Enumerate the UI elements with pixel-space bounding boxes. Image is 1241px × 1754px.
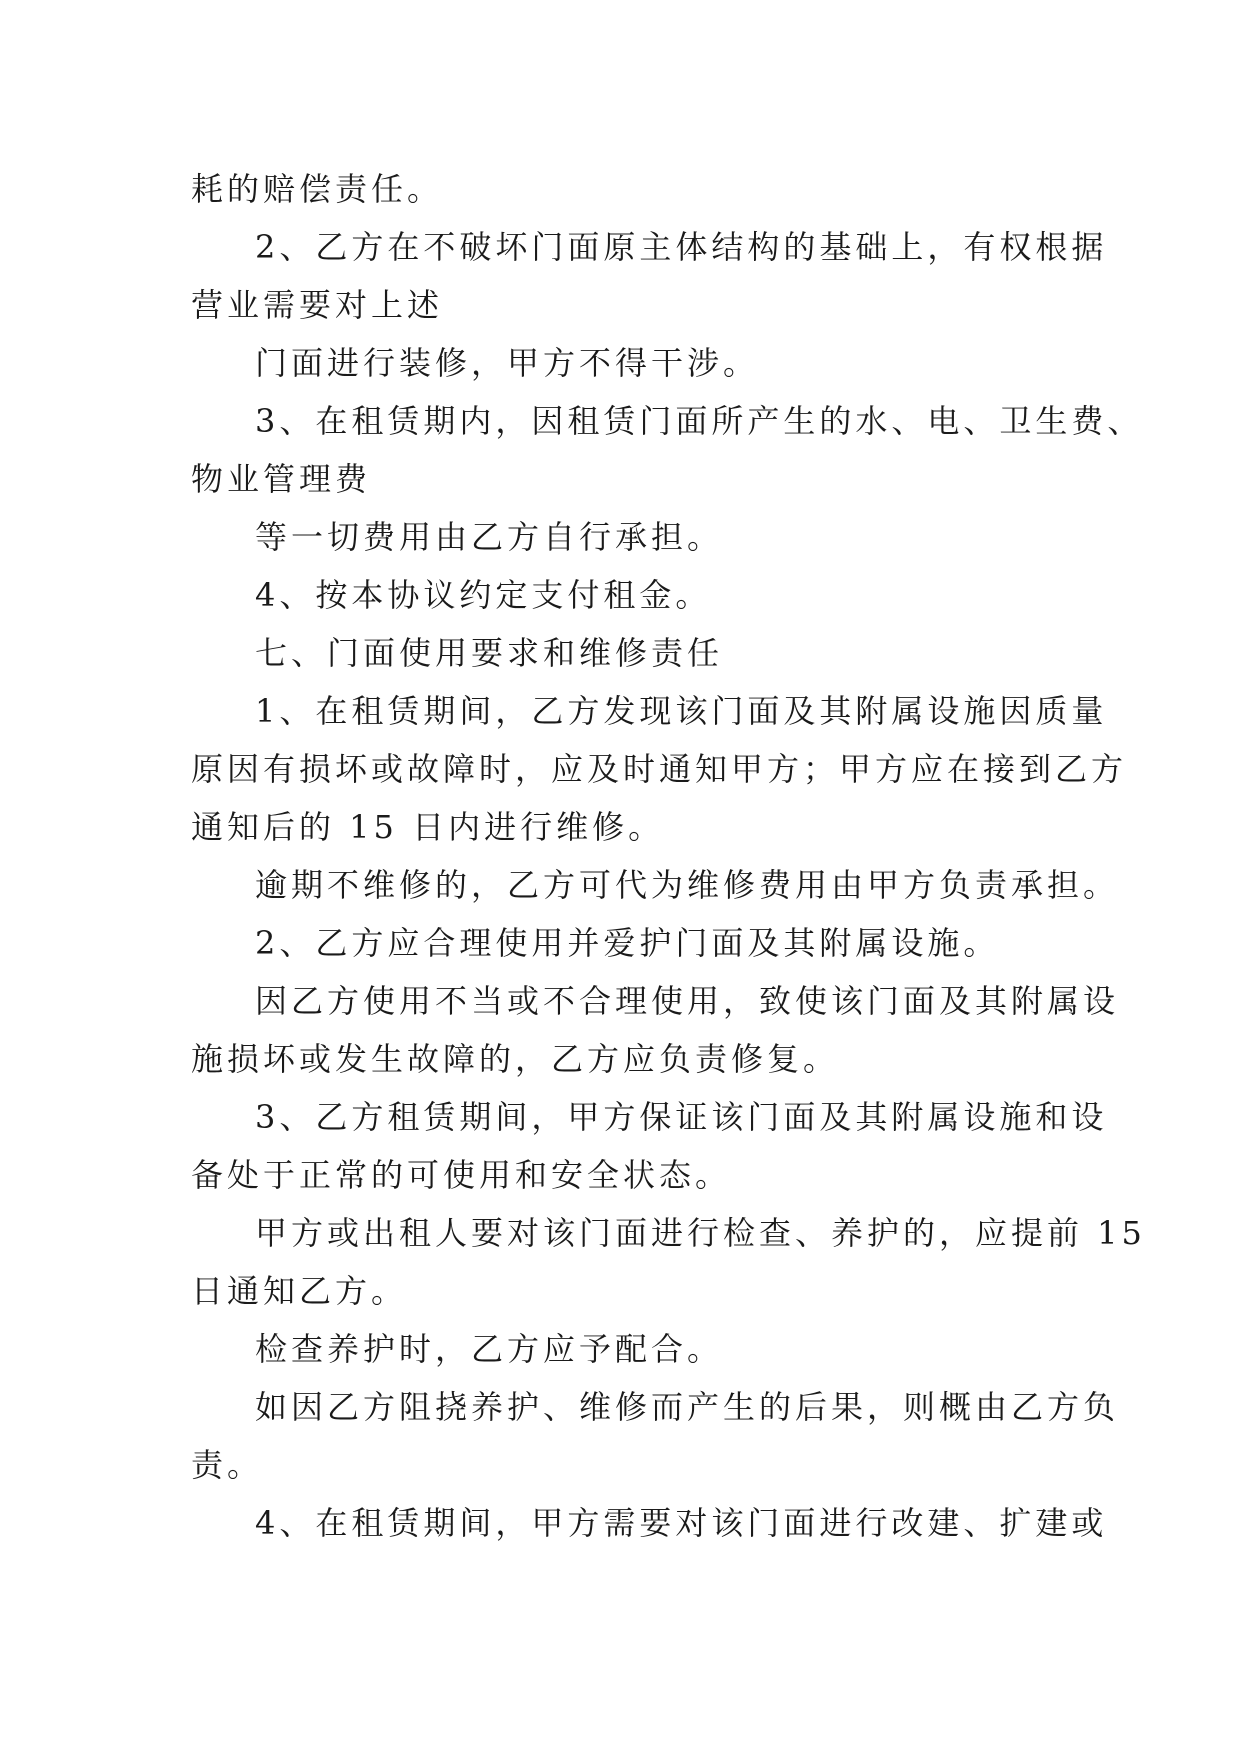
- text-line: 营业需要对上述: [191, 286, 444, 324]
- text-line: 施损坏或发生故障的，乙方应负责修复。: [191, 1040, 840, 1078]
- document-body: [191, 160, 1146, 1552]
- text-line: 等一切费用由乙方自行承担。: [255, 518, 724, 556]
- text-line: 门面进行装修，甲方不得干涉。: [255, 344, 760, 382]
- text-line: 1、在租赁期间，乙方发现该门面及其附属设施因质量: [255, 692, 1108, 730]
- text-line: 因乙方使用不当或不合理使用，致使该门面及其附属设: [255, 982, 1120, 1020]
- text-line: 日通知乙方。: [191, 1272, 408, 1310]
- text-line: 3、在租赁期内，因租赁门面所产生的水、电、卫生费、: [255, 402, 1144, 440]
- text-line: 4、按本协议约定支付租金。: [255, 576, 712, 614]
- text-line: 2、乙方应合理使用并爱护门面及其附属设施。: [255, 924, 1000, 962]
- text-line: 责。: [191, 1446, 264, 1484]
- text-line: 物业管理费: [191, 460, 372, 498]
- text-line: 耗的赔偿责任。: [191, 170, 444, 208]
- text-line: 备处于正常的可使用和安全状态。: [191, 1156, 732, 1194]
- text-line: 4、在租赁期间，甲方需要对该门面进行改建、扩建或: [255, 1504, 1108, 1542]
- text-line: 原因有损坏或故障时，应及时通知甲方；甲方应在接到乙方: [191, 750, 1128, 788]
- text-line: 检查养护时，乙方应予配合。: [255, 1330, 724, 1368]
- text-line: 2、乙方在不破坏门面原主体结构的基础上，有权根据: [255, 228, 1108, 266]
- text-line: 甲方或出租人要对该门面进行检查、养护的，应提前 15: [255, 1214, 1146, 1252]
- text-line: 3、乙方租赁期间，甲方保证该门面及其附属设施和设: [255, 1098, 1108, 1136]
- text-line: 逾期不维修的，乙方可代为维修费用由甲方负责承担。: [255, 866, 1120, 904]
- text-line: 通知后的 15 日内进行维修。: [191, 808, 665, 846]
- text-line: 七、门面使用要求和维修责任: [255, 634, 724, 672]
- text-line: 如因乙方阻挠养护、维修而产生的后果，则概由乙方负: [255, 1388, 1120, 1426]
